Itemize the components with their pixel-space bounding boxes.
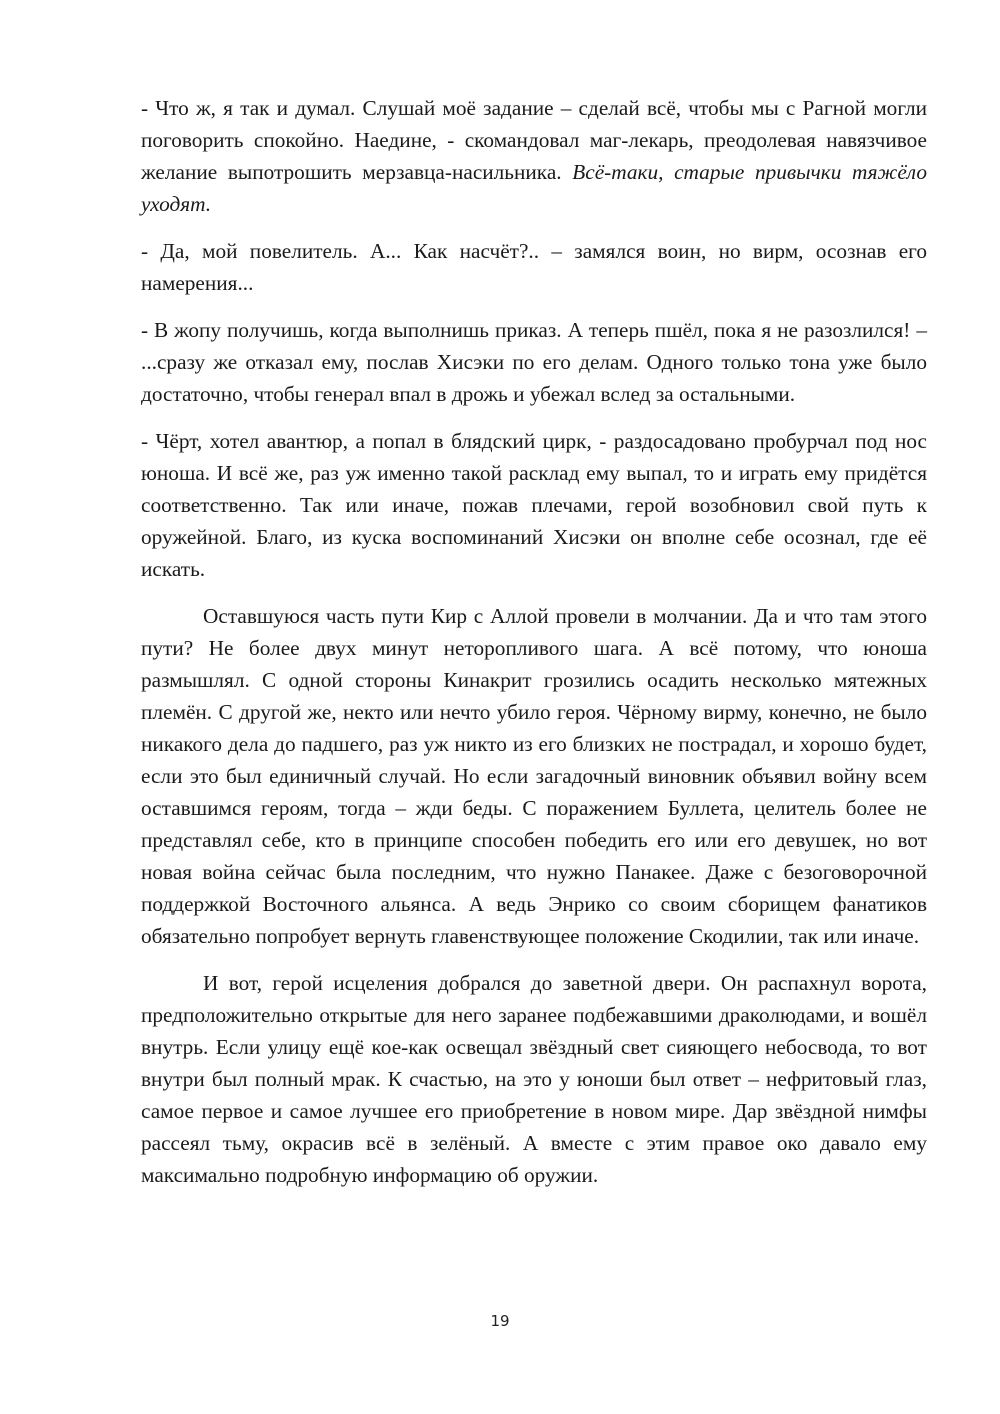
paragraph-italic-thought: Всё-таки, старые привычки тяжёло уходят. xyxy=(141,160,927,216)
paragraph-dialogue-3 xyxy=(141,314,927,410)
paragraph-dialogue-2 xyxy=(141,235,927,299)
paragraph-text: Оставшуюся часть пути Кир с Аллой провели в молчании. Да и что там этого пути? Не более двух минут неторопливого шага. А всё потому, что юноша размышлял. С одной стороны Кинакрит грозились осадить несколько мятежных племён. С другой же, некто или нечто убило героя. Чёрному вирму, конечно, не было никакого дела до падшего, раз уж никто из его близких не пострадал, и хорошо будет, если это был единичный случай. Но если загадочный виновник объявил войну всем оставшимся героям, тогда – жди беды. С поражением Буллета, целитель более не представлял себе, кто в принципе способен победить его или его девушек, но вот новая война сейчас была последним, что нужно Панакее. Даже с безоговорочной поддержкой Восточного альянса. А ведь Энрико со своим сборищем фанатиков обязательно попробует вернуть главенствующее положение Скодилии, так или иначе. xyxy=(141,604,927,948)
paragraph-text: - Чёрт, хотел авантюр, а попал в блядский цирк, - раздосадовано пробурчал под нос юноша. И всё же, раз уж именно такой расклад ему выпал, то и играть ему придётся соответственно. Так или иначе, пожав плечами, герой возобновил свой путь к оружейной. Благо, из куска воспоминаний Хисэки он вполне себе осознал, где её искать. xyxy=(141,429,927,581)
page-number: 19 xyxy=(490,1312,510,1330)
document-body xyxy=(141,92,927,1206)
paragraph-text: - Что ж, я так и думал. Слушай моё задание – сделай всё, чтобы мы с Рагной могли поговорить спокойно. Наедине, - скомандовал маг-лекарь, преодолевая навязчивое желание выпотрошить мерзавца-насильника. xyxy=(141,96,927,184)
paragraph-text: - В жопу получишь, когда выполнишь приказ. А теперь пшёл, пока я не разозлился! – ...сразу же отказал ему, послав Хисэки по его делам. Одного только тона уже было достаточно, чтобы генерал впал в дрожь и убежал вслед за остальными. xyxy=(141,318,927,406)
paragraph-text: - Да, мой повелитель. А... Как насчёт?.. – замялся воин, но вирм, осознав его намерения... xyxy=(141,239,927,295)
paragraph-dialogue-1 xyxy=(141,92,927,220)
paragraph-text: И вот, герой исцеления добрался до заветной двери. Он распахнул ворота, предположительно открытые для него заранее подбежавшими драколюдами, и вошёл внутрь. Если улицу ещё кое-как освещал звёздный свет сияющего небосвода, то вот внутри был полный мрак. К счастью, на это у юноши был ответ – нефритовый глаз, самое первое и самое лучшее его приобретение в новом мире. Дар звёздной нимфы рассеял тьму, окрасив всё в зелёный. А вместе с этим правое око давало ему максимально подробную информацию об оружии. xyxy=(141,971,927,1187)
paragraph-narrative-1 xyxy=(141,600,927,952)
paragraph-narrative-2 xyxy=(141,967,927,1191)
paragraph-dialogue-4 xyxy=(141,425,927,585)
